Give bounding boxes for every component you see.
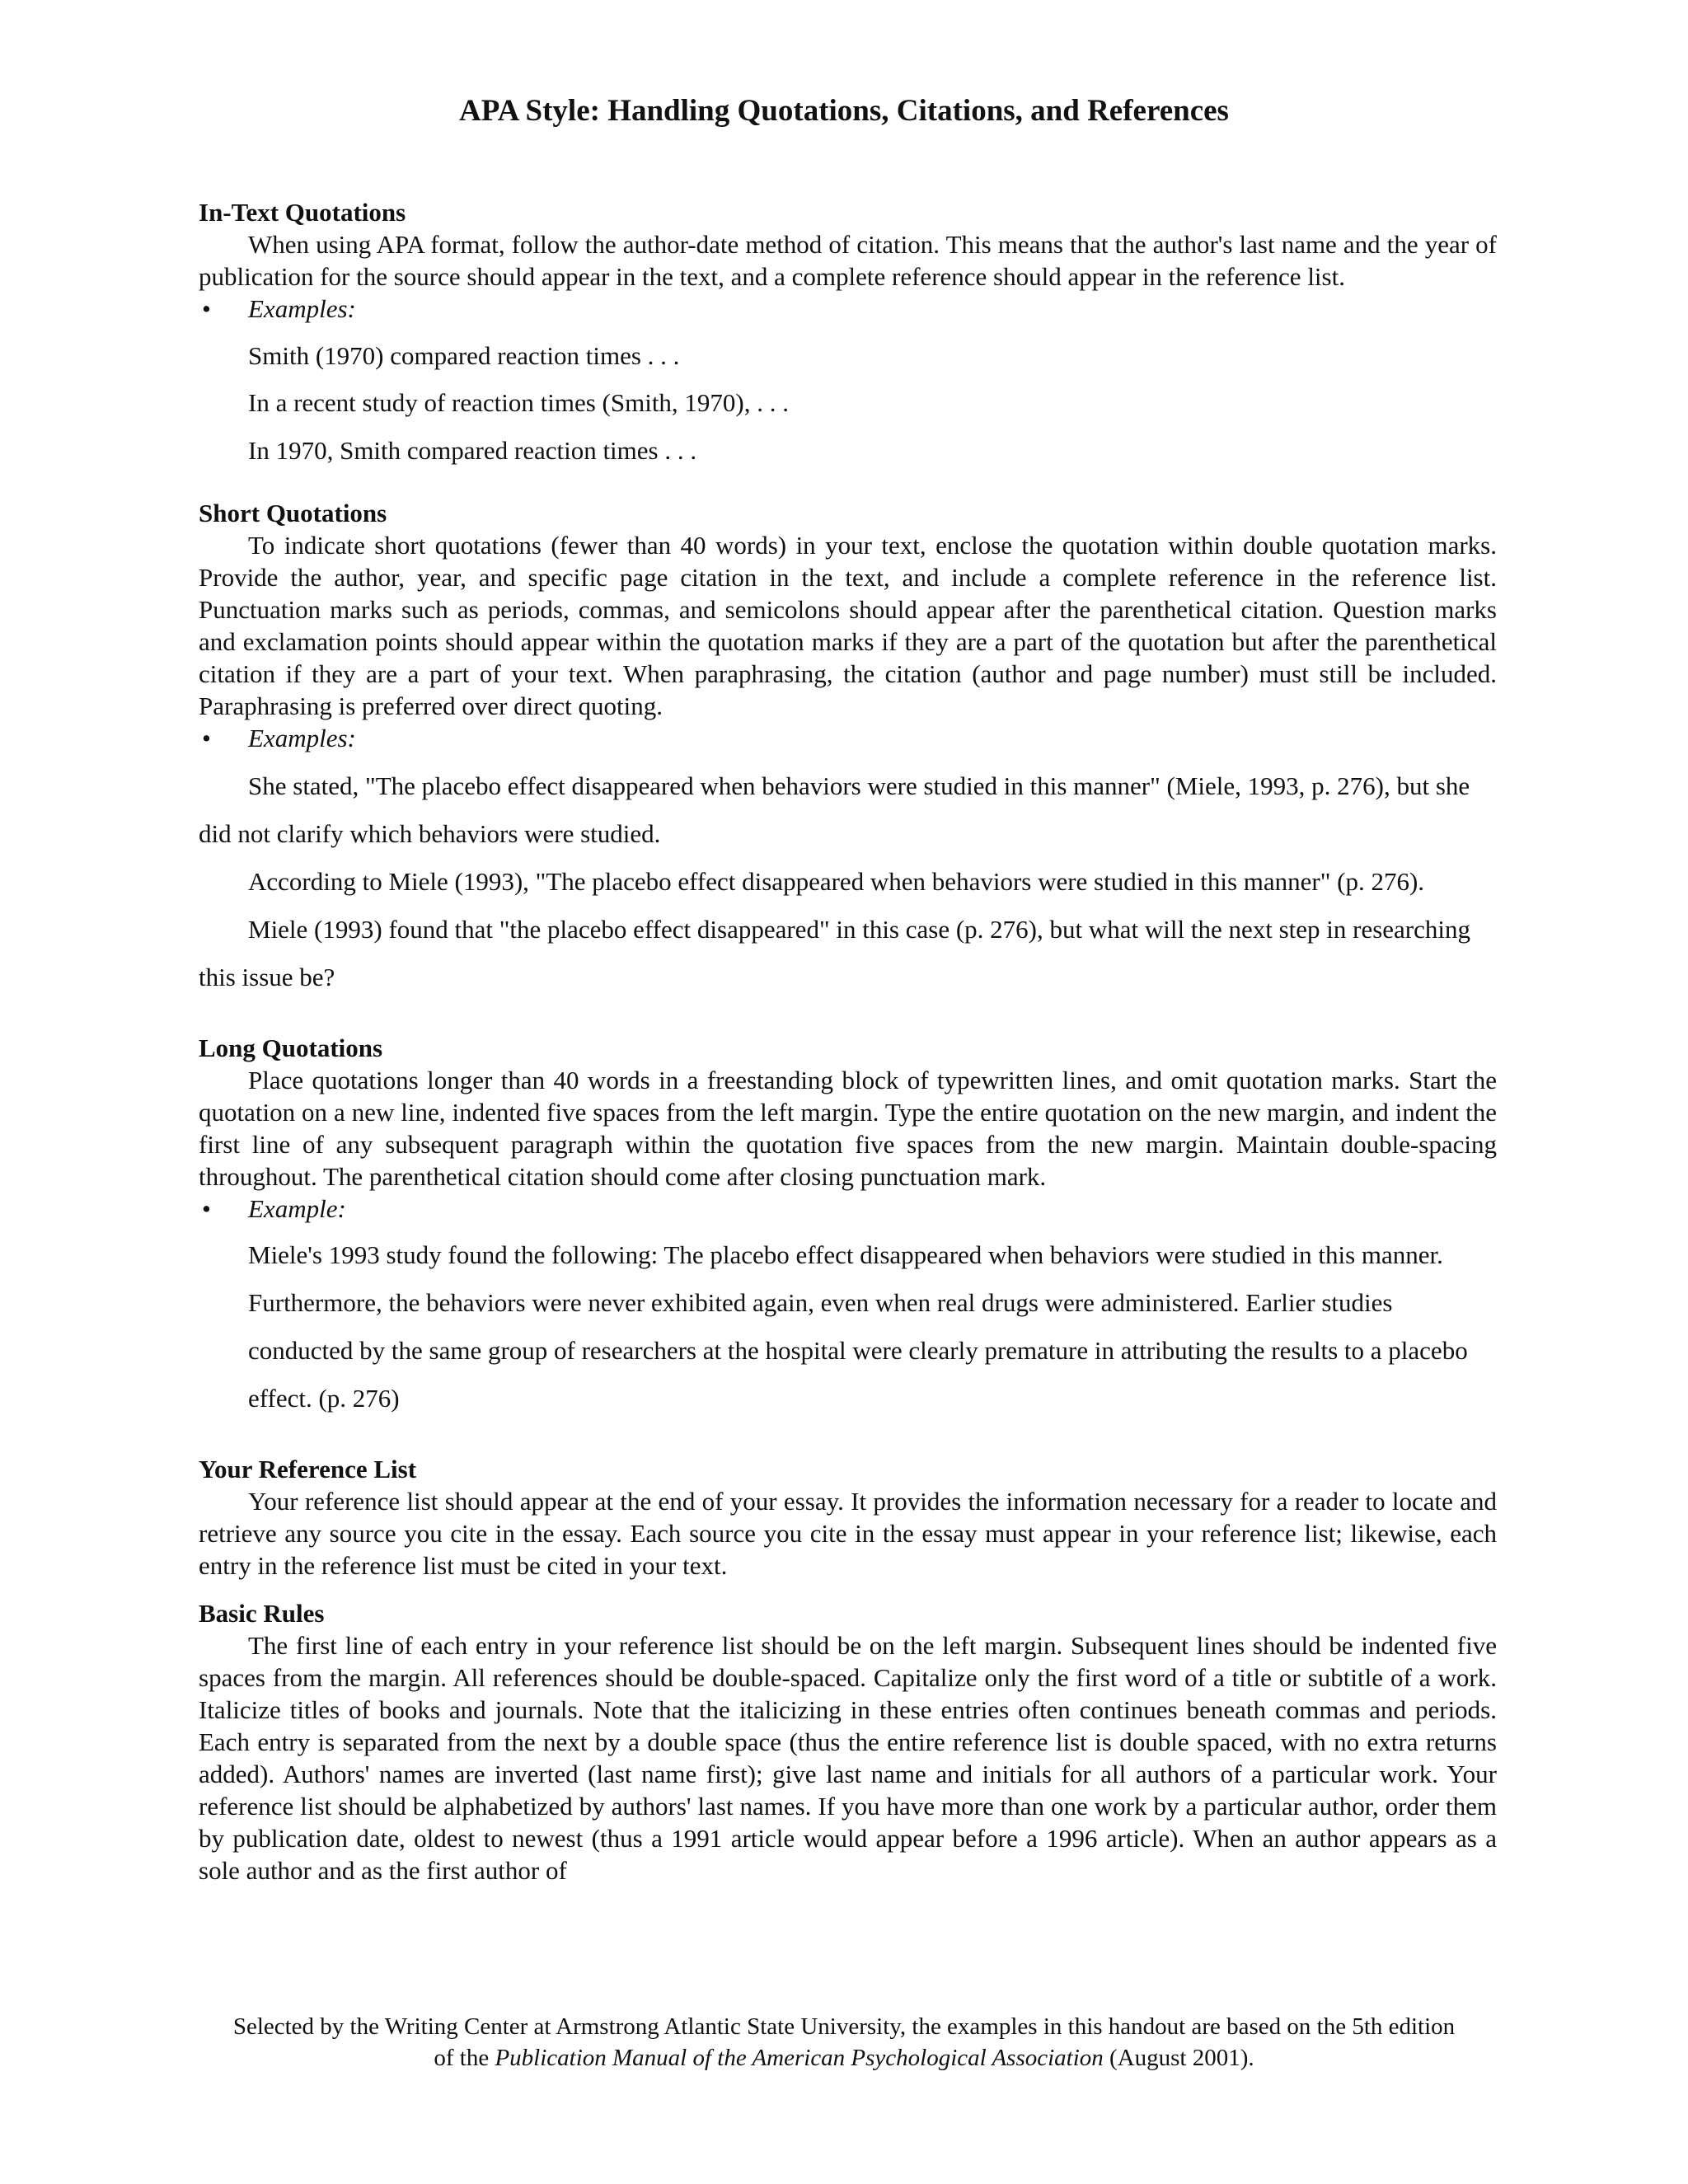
footer-line <box>165 2042 1523 2074</box>
section-in-text-quotations <box>199 196 1497 466</box>
footer-text: of the <box>434 2045 495 2071</box>
footer-publication-title: Publication Manual of the American Psychological Association <box>495 2045 1104 2071</box>
section-long-quotations <box>199 1032 1497 1422</box>
bullet-icon: • <box>202 1194 211 1223</box>
page-title: APA Style: Handling Quotations, Citations, and References <box>459 94 1229 128</box>
block-quotation: Miele's 1993 study found the following: The placebo effect disappeared when behaviors were studied in this manner. Furthermore, the behaviors were never exhibited again, even when real drugs were administered. Earlier studies conducted by the same group of researchers at the hospital were clearly premature in attributing the results to a placebo effect. (p. 276) <box>248 1240 1468 1413</box>
example-paragraph: She stated, "The placebo effect disappeared when behaviors were studied in this manner" (Miele, 1993, p. 276), but she did not clarify which behaviors were studied. <box>199 771 1470 848</box>
bullet-icon: • <box>202 724 211 752</box>
section-paragraph: Your reference list should appear at the end of your essay. It provides the information necessary for a reader to locate and retrieve any source you cite in the essay. Each source you cite in the essay must appear in your reference list; likewise, each entry in the reference list must be cited in your text. <box>199 1487 1497 1580</box>
bullet-label: Example: <box>248 1194 346 1223</box>
section-heading: Basic Rules <box>199 1599 325 1628</box>
bullet-item <box>199 293 1497 325</box>
example-line: In a recent study of reaction times (Smith, 1970), . . . <box>248 388 790 417</box>
bullet-icon: • <box>202 294 211 323</box>
example-paragraph: According to Miele (1993), "The placebo effect disappeared when behaviors were studied in this manner" (p. 276). <box>248 867 1425 896</box>
footer-line: Selected by the Writing Center at Armstrong Atlantic State University, the examples in this handout are based on the 5th edition <box>232 2013 1456 2040</box>
bullet-label: Examples: <box>248 294 356 323</box>
bullet-label: Examples: <box>248 724 356 752</box>
section-paragraph: The first line of each entry in your reference list should be on the left margin. Subsequent lines should be indented five spaces from the margin. All references should be double-spaced. Capitalize only the first word of a title or subtitle of a work. Italicize titles of books and journals. Note that the italicizing in these entries often continues beneath commas and periods. Each entry is separated from the next by a double space (thus the entire reference list is double spaced, with no extra returns added). Authors' names are inverted (last name first); give last name and initials for all authors of a particular work. Your reference list should be alphabetized by authors' last names. If you have more than one work by a particular author, order them by publication date, oldest to newest (thus a 1991 article would appear before a 1996 article). When an author appears as a sole author and as the first author of <box>199 1631 1497 1885</box>
page-footer <box>165 2011 1523 2074</box>
section-paragraph: To indicate short quotations (fewer than 40 words) in your text, enclose the quotation within double quotation marks. Provide the author, year, and specific page citation in the text, and include a complete reference in the reference list. Punctuation marks such as periods, commas, and semicolons should appear after the parenthetical citation. Question marks and exclamation points should appear within the quotation marks if they are a part of the quotation but after the parenthetical citation if they are a part of your text. When paraphrasing, the citation (author and page number) must still be included. Paraphrasing is preferred over direct quoting. <box>199 531 1497 720</box>
section-heading: In-Text Quotations <box>199 198 406 227</box>
section-basic-rules <box>199 1597 1497 1886</box>
example-line: In 1970, Smith compared reaction times . . . <box>248 436 697 465</box>
section-reference-list <box>199 1453 1497 1582</box>
example-paragraph: Miele (1993) found that "the placebo effect disappeared" in this case (p. 276), but what will the next step in researching this issue be? <box>199 915 1470 991</box>
section-heading: Long Quotations <box>199 1033 383 1062</box>
document-body <box>199 196 1497 1886</box>
footer-text: (August 2001). <box>1103 2045 1254 2071</box>
bullet-item <box>199 1193 1497 1225</box>
section-paragraph: Place quotations longer than 40 words in a freestanding block of typewritten lines, and omit quotation marks. Start the quotation on a new line, indented five spaces from the left margin. Type the entire quotation on the new margin, and indent the first line of any subsequent paragraph within the quotation five spaces from the new margin. Maintain double-spacing throughout. The parenthetical citation should come after closing punctuation mark. <box>199 1066 1497 1191</box>
bullet-item <box>199 722 1497 754</box>
section-heading: Your Reference List <box>199 1455 417 1483</box>
example-line: Smith (1970) compared reaction times . . . <box>248 341 680 370</box>
section-paragraph: When using APA format, follow the author-date method of citation. This means that the author's last name and the year of publication for the source should appear in the text, and a complete reference should appear in the reference list. <box>199 230 1497 291</box>
section-short-quotations <box>199 497 1497 1001</box>
section-heading: Short Quotations <box>199 499 387 527</box>
